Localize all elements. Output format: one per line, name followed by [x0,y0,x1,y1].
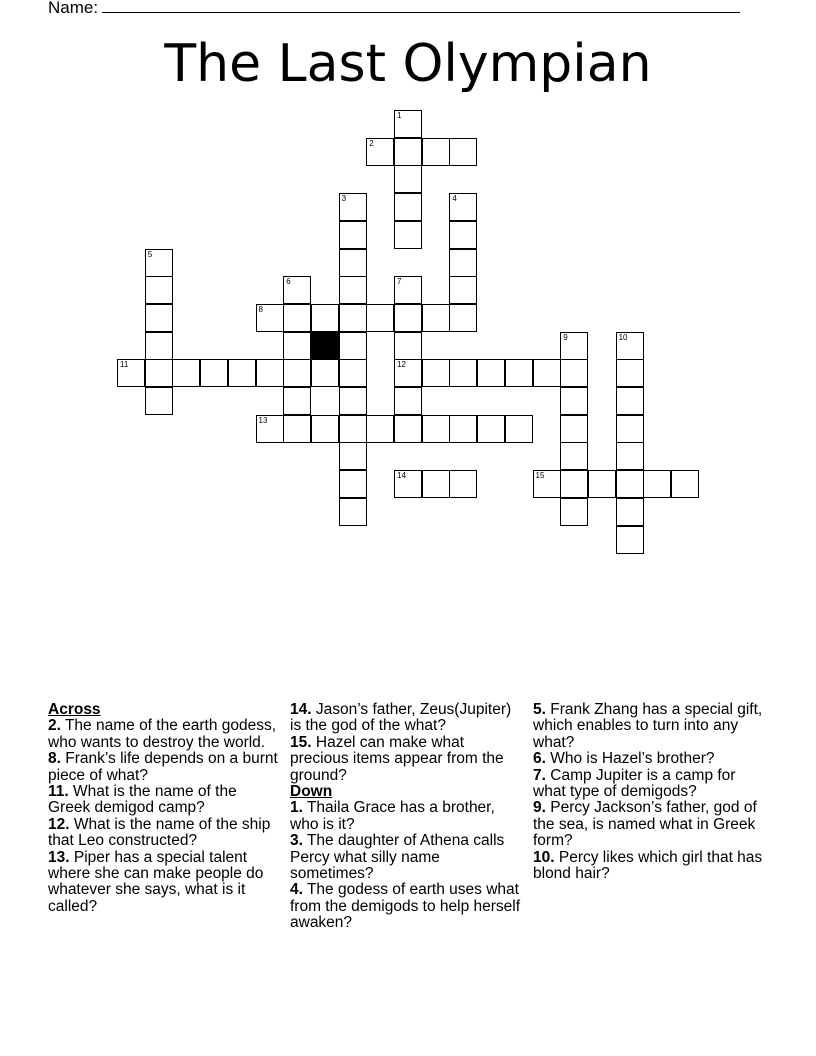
crossword-cell[interactable] [339,442,367,470]
clue-number-label: 14. [290,701,312,718]
clue-text: Camp Jupiter is a camp for what type of demigods? [533,766,736,801]
clue-number: 3 [341,194,347,204]
clue-number-label: 8. [48,750,61,768]
clue-number: 2 [369,138,374,148]
crossword-cell[interactable] [477,359,505,387]
clue [290,800,526,833]
crossword-cell[interactable] [616,442,644,470]
crossword-cell[interactable] [588,470,616,498]
crossword-cell[interactable] [560,387,588,415]
clue-number: 15 [535,471,545,481]
clue-column-3 [533,702,768,882]
crossword-cell[interactable] [283,415,311,443]
crossword-cell[interactable] [505,359,533,387]
clue [48,718,280,751]
clue-number: 14 [397,471,406,481]
clue [290,702,526,735]
crossword-cell[interactable] [643,470,671,498]
crossword-cell[interactable] [339,359,367,387]
crossword-cell[interactable] [283,359,311,387]
clue [533,702,768,751]
crossword-cell[interactable] [339,304,367,332]
crossword-cell[interactable] [560,359,588,387]
clue [290,882,526,931]
crossword-cell[interactable] [505,415,533,443]
crossword-cell[interactable] [560,332,588,360]
crossword-cell[interactable] [449,276,477,304]
clue [48,784,280,817]
crossword-cell[interactable] [339,387,367,415]
crossword-cell[interactable] [616,359,644,387]
clue-text: Jason’s father, Zeus(Jupiter) is the god of the what? [290,701,512,735]
clue-number-label: 9. [533,799,546,817]
clue-text: Percy Jackson’s father, god of the sea, is named what in Greek form? [533,799,757,850]
clue-text: Piper has a special talent where she can make people do whatever she says, what is it called? [48,848,264,915]
crossword-cell[interactable] [283,387,311,415]
clue-number: 5 [147,249,153,259]
crossword-cell[interactable] [200,359,228,387]
clue-number-label: 15. [290,733,312,751]
crossword-cell[interactable] [560,470,588,498]
crossword-cell[interactable] [339,249,367,277]
crossword-cell[interactable] [533,359,561,387]
crossword-cell[interactable] [616,332,644,360]
clue [533,800,768,849]
clue-number: 11 [120,360,129,370]
clue-number-label: 11. [48,783,69,801]
crossword-cell[interactable] [339,415,367,443]
clue-text: The godess of earth uses what from the demigods to help herself awaken? [290,881,521,932]
clue-text: Hazel can make what precious items appear from the ground? [290,733,504,784]
crossword-cell[interactable] [422,470,450,498]
clue-number-label: 1. [290,799,303,817]
crossword-cell[interactable] [145,387,173,415]
crossword-cell[interactable] [394,332,422,360]
crossword-cell[interactable] [422,304,450,332]
crossword-cell[interactable] [394,193,422,221]
clue-number: 9 [563,332,568,342]
crossword-cell[interactable] [449,415,477,443]
crossword-cell[interactable] [477,415,505,443]
crossword-cell[interactable] [616,526,644,554]
crossword-cell[interactable] [394,165,422,193]
crossword-cell[interactable] [560,498,588,526]
crossword-cell[interactable] [311,304,339,332]
crossword-cell[interactable] [145,276,173,304]
clue-number: 13 [258,415,268,425]
clue-number-label: 7. [533,766,546,784]
crossword-cell[interactable] [560,415,588,443]
clue-column-1 [48,702,280,915]
clue-text: What is the name of the ship that Leo constructed? [48,815,271,850]
crossword-cell[interactable] [283,276,311,304]
clue-text: The daughter of Athena calls Percy what silly name sometimes? [290,832,505,883]
crossword-cell[interactable] [394,387,422,415]
crossword-cell[interactable] [394,276,422,304]
crossword-cell[interactable] [616,415,644,443]
crossword-cell[interactable] [449,470,477,498]
crossword-cell[interactable] [339,332,367,360]
clue [48,817,280,850]
clue-column-2 [290,702,526,932]
crossword-cell[interactable] [228,359,256,387]
crossword-cell[interactable] [256,359,284,387]
crossword-cell[interactable] [283,304,311,332]
clue [290,833,526,882]
crossword-cell[interactable] [311,359,339,387]
crossword-cell[interactable] [394,470,422,498]
crossword-cell[interactable] [256,304,284,332]
crossword-cell[interactable] [449,304,477,332]
crossword-cell[interactable] [422,415,450,443]
clue-number-label: 6. [533,750,546,768]
clue-number: 12 [397,360,406,370]
clue-number-label: 13. [48,848,70,866]
across-heading: Across [48,701,101,718]
clue-number-label: 5. [533,701,546,718]
crossword-cell[interactable] [616,470,644,498]
crossword-cell[interactable] [117,359,145,387]
clue [533,850,768,883]
crossword-cell[interactable] [449,249,477,277]
clue-number-label: 10. [533,848,555,866]
clue-number: 6 [286,277,291,287]
crossword-cell[interactable] [616,387,644,415]
crossword-cell[interactable] [616,498,644,526]
clue [290,735,526,784]
crossword-cell[interactable] [671,470,699,498]
crossword-cell[interactable] [449,359,477,387]
crossword-cell[interactable] [533,470,561,498]
crossword-cell[interactable] [394,304,422,332]
clue-text: Who is Hazel’s brother? [550,750,715,768]
clue [48,850,280,916]
crossword-cell[interactable] [339,470,367,498]
crossword-cell[interactable] [145,249,173,277]
crossword-cell[interactable] [449,221,477,249]
crossword-cell[interactable] [560,442,588,470]
crossword-cell[interactable] [394,221,422,249]
clue-text: The name of the earth godess, who wants to destroy the world. [48,717,277,751]
crossword-cell[interactable] [394,110,422,138]
clue-number: 7 [397,277,402,287]
clue-text: Thaila Grace has a brother, who is it? [290,799,495,833]
down-heading: Down [290,783,333,801]
clue-number: 1 [397,111,402,120]
crossword-cell[interactable] [339,498,367,526]
clue [48,751,280,784]
crossword-cell[interactable] [366,138,394,166]
crossword-cell[interactable] [339,221,367,249]
clue-number-label: 4. [290,881,303,899]
clue-text: Percy likes which girl that has blond hair? [533,848,763,883]
clue-number: 4 [452,194,457,204]
clue-text: What is the name of the Greek demigod camp? [48,783,237,817]
crossword-cell[interactable] [145,332,173,360]
crossword-cell[interactable] [422,359,450,387]
page-title: The Last Olympian [164,34,652,94]
clue-text: Frank’s life depends on a burnt piece of what? [48,750,278,784]
black-square [311,332,339,360]
name-label: Name: [48,0,99,17]
crossword-cell[interactable] [449,138,477,166]
crossword-cell[interactable] [311,415,339,443]
crossword-cell[interactable] [145,304,173,332]
crossword-cell[interactable] [339,193,367,221]
crossword-cell[interactable] [422,138,450,166]
clue [533,768,768,801]
crossword-cell[interactable] [394,359,422,387]
crossword-cell[interactable] [172,359,200,387]
crossword-cell[interactable] [256,415,284,443]
crossword-cell[interactable] [394,415,422,443]
clue-number-label: 12. [48,815,70,833]
clue-number: 10 [618,332,628,342]
crossword-cell[interactable] [145,359,173,387]
crossword-cell[interactable] [366,304,394,332]
clue-number: 8 [258,304,263,314]
clue-number-label: 2. [48,717,61,735]
clue-number-label: 3. [290,832,303,850]
clue-text: Frank Zhang has a special gift, which enables to turn into any what? [533,701,763,751]
crossword-cell[interactable] [283,332,311,360]
clue [533,751,768,767]
crossword-cell[interactable] [394,138,422,166]
crossword-cell[interactable] [449,193,477,221]
crossword-cell[interactable] [339,276,367,304]
crossword-cell[interactable] [366,415,394,443]
